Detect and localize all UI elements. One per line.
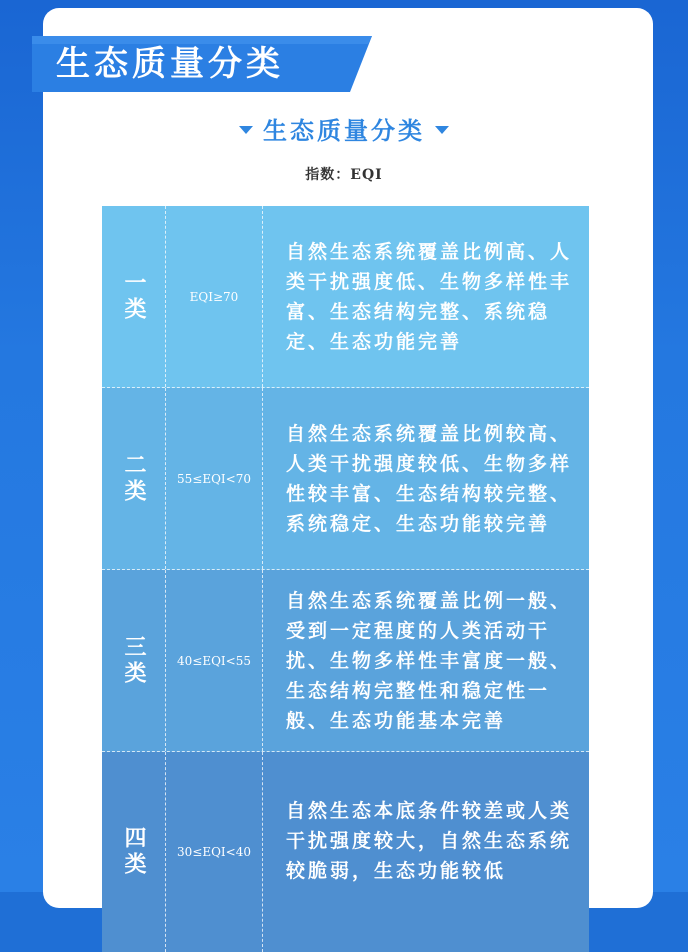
class-cell	[102, 206, 166, 387]
range-cell	[166, 206, 263, 387]
banner-title: 生态质量分类	[56, 44, 284, 84]
triangle-down-icon	[435, 126, 449, 134]
table-row	[102, 388, 589, 570]
description-text: 自然生态系统覆盖比例较高、人类干扰强度较低、生物多样性较丰富、生态结构较完整、系统稳定、生态功能较完善	[286, 422, 573, 535]
subheader-title: 生态质量分类	[263, 117, 425, 145]
description-cell	[263, 752, 589, 952]
range-label: 30≤EQI<40	[177, 845, 251, 859]
range-label: EQI≥70	[189, 289, 239, 304]
description-cell	[263, 570, 589, 751]
class-cell	[102, 570, 166, 751]
description-cell	[263, 388, 589, 569]
table-row	[102, 206, 589, 388]
class-label: 一类	[121, 270, 146, 323]
section-subheader	[0, 114, 688, 148]
title-banner	[32, 36, 372, 92]
description-text: 自然生态系统覆盖比例高、人类干扰强度低、生物多样性丰富、生态结构完整、系统稳定、生态功能完善	[286, 240, 573, 353]
class-label: 四类	[121, 826, 146, 878]
table-row	[102, 752, 589, 952]
index-label: 指数：EQI	[305, 167, 383, 183]
class-label: 二类	[121, 452, 146, 505]
range-cell	[166, 388, 263, 569]
class-cell	[102, 388, 166, 569]
range-cell	[166, 752, 263, 952]
table-row	[102, 570, 589, 752]
description-cell	[263, 206, 589, 387]
triangle-down-icon	[239, 126, 253, 134]
description-text: 自然生态本底条件较差或人类干扰强度较大，自然生态系统较脆弱，生态功能较低	[286, 800, 573, 882]
class-label: 三类	[121, 634, 146, 687]
classification-table	[102, 206, 589, 952]
range-cell	[166, 570, 263, 751]
description-text: 自然生态系统覆盖比例一般、受到一定程度的人类活动干扰、生物多样性丰富度一般、生态结构完整性和稳定性一般、生态功能基本完善	[286, 589, 573, 732]
range-label: 40≤EQI<55	[177, 653, 251, 668]
range-label: 55≤EQI<70	[177, 471, 251, 486]
class-cell	[102, 752, 166, 952]
